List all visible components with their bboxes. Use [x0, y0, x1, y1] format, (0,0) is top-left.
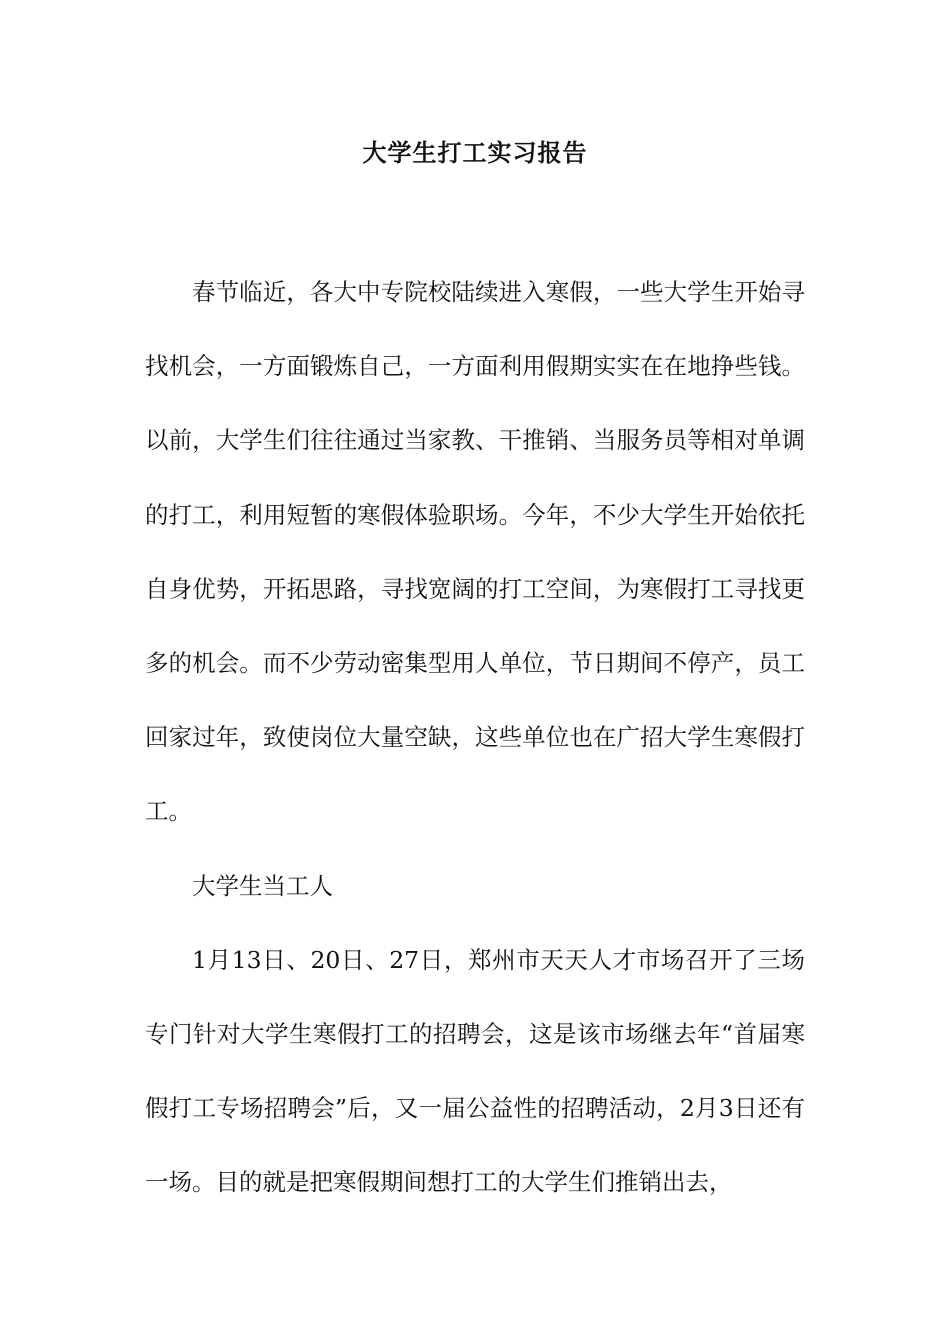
paragraph-intro: 春节临近，各大中专院校陆续进入寒假，一些大学生开始寻找机会，一方面锻炼自己，一方面利用假期实实在在地挣些钱。以前，大学生们往往通过当家教、干推销、当服务员等相对单调的打工，利用短暂的寒假体验职场。今年，不少大学生开始依托自身优势，开拓思路，寻找宽阔的打工空间，为寒假打工寻找更多的机会。而不少劳动密集型用人单位，节日期间不停产，员工回家过年，致使岗位大量空缺，这些单位也在广招大学生寒假打工。: [145, 278, 805, 826]
document-body: [145, 255, 805, 1220]
paragraph-heading: 大学生当工人: [192, 871, 333, 900]
document-title: 大学生打工实习报告: [362, 138, 588, 167]
paragraph-recruitment: 1月13日、20日、27日，郑州市天天人才市场召开了三场专门针对大学生寒假打工的招聘会，这是该市场继去年“首届寒假打工专场招聘会”后，又一届公益性的招聘活动，2月3日还有一场。目的就是把寒假期间想打工的大学生们推销出去，: [145, 945, 805, 1197]
